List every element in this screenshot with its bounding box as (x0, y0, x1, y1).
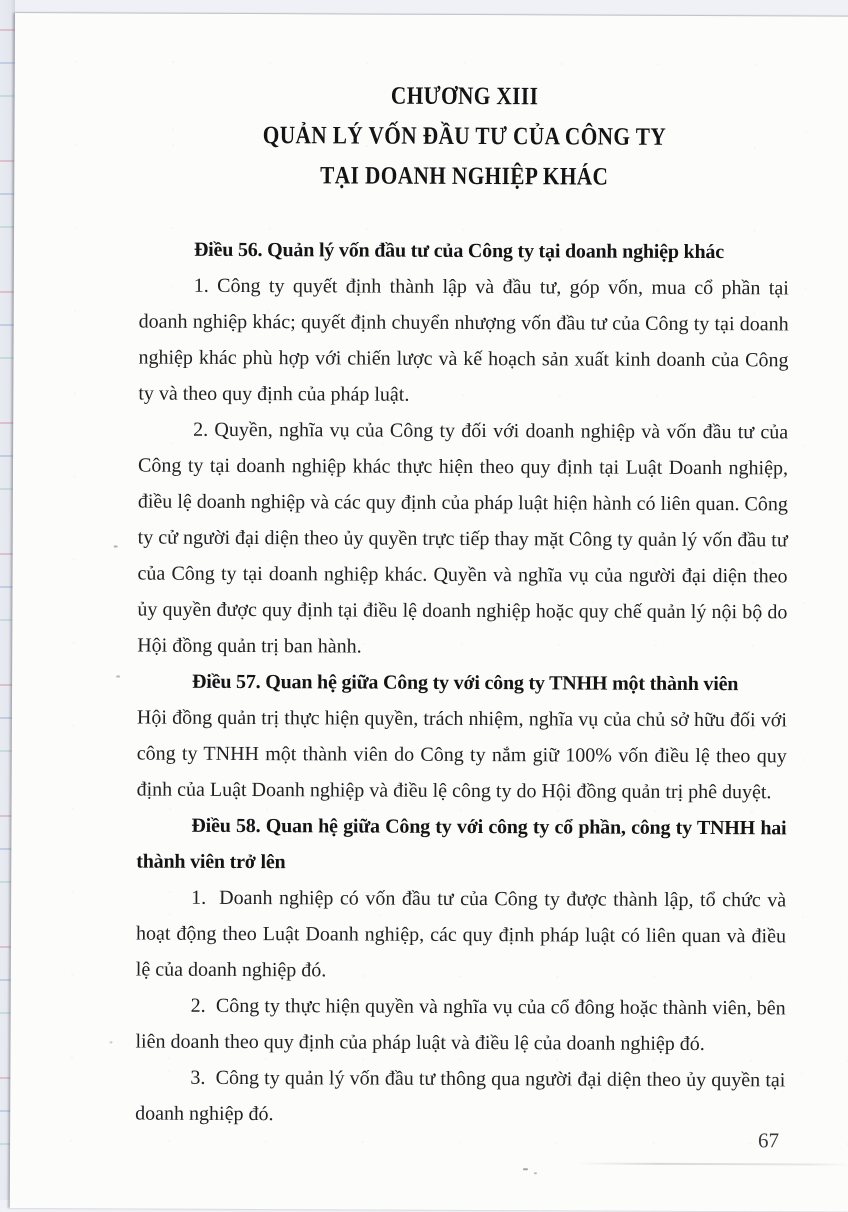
article-56-heading: Điều 56. Quản lý vốn đầu tư của Công ty tại doanh nghiệp khác (193, 238, 724, 264)
article-56-paragraph-1: 1. Công ty quyết định thành lập và đầu tư, góp vốn, mua cổ phần tại doanh nghiệp khác; quyết định chuyển nhượng vốn đầu tư của Công ty tại doanh nghiệp khác phù hợp với chiến lược và kế hoạch sản xuất kinh doanh của Công ty và theo quy định của pháp luật. (138, 274, 789, 406)
scan-smudge-line (575, 1162, 848, 1165)
page-number: 67 (758, 1128, 780, 1153)
scan-speck (523, 1168, 528, 1170)
scan-speck (114, 545, 118, 547)
scan-speck (110, 1041, 113, 1043)
page-sheet (10, 13, 848, 1212)
chapter-title-line-1: QUẢN LÝ VỐN ĐẦU TƯ CỦA CÔNG TY (262, 122, 667, 151)
articles-body (135, 232, 789, 1135)
article-58-heading: Điều 58. Quan hệ giữa Công ty với công ty cổ phần, công ty TNHH hai thành viên trở lên (136, 814, 787, 874)
article-58-item-1: 1. Doanh nghiệp có vốn đầu tư của Công ty được thành lập, tổ chức và hoạt động theo Luật Doanh nghiệp, các quy định pháp luật có liên quan và điều lệ của doanh nghiệp đó. (135, 886, 787, 982)
chapter-heading (139, 76, 790, 199)
article-57-paragraph-1: Hội đồng quản trị thực hiện quyền, trách nhiệm, nghĩa vụ của chủ sở hữu đối với công ty TNHH một thành viên do Công ty nắm giữ 100% vốn điều lệ theo quy định của Luật Doanh nghiệp và điều lệ công ty do Hội đồng quản trị phê duyệt. (136, 706, 787, 804)
article-58-item-2: 2. Công ty thực hiện quyền và nghĩa vụ của cổ đông hoặc thành viên, bên liên doanh theo quy định của pháp luật và điều lệ của doanh nghiệp đó. (135, 994, 786, 1056)
scan-speck (534, 1172, 537, 1174)
article-57-heading: Điều 57. Quan hệ giữa Công ty với công ty TNHH một thành viên (192, 670, 739, 696)
chapter-title-line-2: TẠI DOANH NGHIỆP KHÁC (320, 162, 609, 191)
article-58-item-3: 3. Công ty quản lý vốn đầu tư thông qua người đại diện theo ủy quyền tại doanh nghiệp đó. (135, 1066, 786, 1126)
page-content (10, 75, 848, 1135)
article-56-paragraph-2: 2. Quyền, nghĩa vụ của Công ty đối với doanh nghiệp và vốn đầu tư của Công ty tại doanh nghiệp khác thực hiện theo quy định tại Luật Doanh nghiệp, điều lệ doanh nghiệp và các quy định của pháp luật hiện hành có liên quan. Công ty cử người đại diện theo ủy quyền trực tiếp thay mặt Công ty quản lý vốn đầu tư của Công ty tại doanh nghiệp khác. Quyền và nghĩa vụ của người đại diện theo ủy quyền được quy định tại điều lệ doanh nghiệp hoặc quy chế quản lý nội bộ do Hội đồng quản trị ban hành. (137, 418, 789, 658)
chapter-label: CHƯƠNG XIII (390, 82, 539, 111)
scan-speck (116, 675, 120, 677)
